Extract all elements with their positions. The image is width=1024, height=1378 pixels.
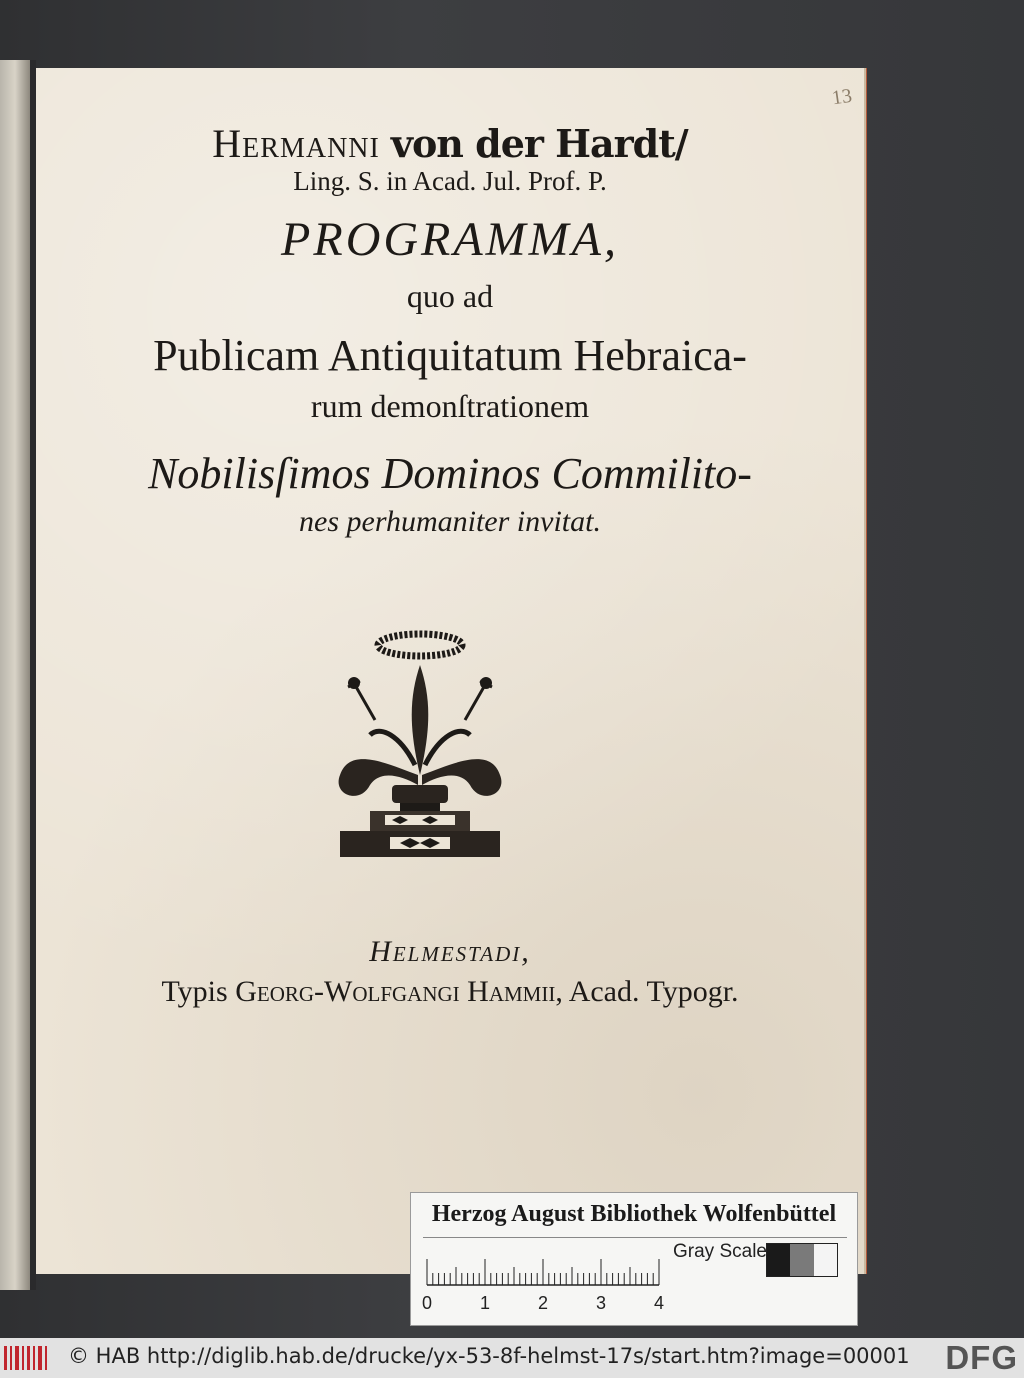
hab-logo-icon [4,1344,48,1372]
previous-page-edge [0,60,30,1290]
title-line-6: rum demonſtrationem [310,388,590,424]
title-line-8: nes perhumaniter invitat. [299,505,601,538]
gray-scale-swatches [766,1243,838,1277]
title-line-4: quo ad [406,278,494,314]
author-surname: von der Hardt/ [390,121,688,166]
viewer-footer-bar [0,1338,1024,1378]
source-url[interactable]: © HAB http://diglib.hab.de/drucke/yx-53-8f-helmst-17s/start.htm?image=00001 [68,1344,910,1368]
printers-device-woodcut-icon [330,625,510,870]
imprint-suffix: Acad. Typogr. [568,975,739,1008]
imprint-place: Helmestadi, [369,935,531,968]
imprint-printer-line [36,975,864,1009]
author-first-name: Hermanni [212,121,380,166]
target-divider [423,1237,847,1238]
color-target-card [410,1192,858,1326]
library-name: Herzog August Bibliothek Wolfenbüttel [431,1201,837,1227]
ruler-scale-icon [421,1245,667,1319]
author-line [36,120,864,167]
swatch-light [814,1244,837,1276]
title-line-5: Publicam Antiquitatum Hebraica- [153,331,747,380]
affiliation-line: Ling. S. in Acad. Jul. Prof. P. [293,166,607,196]
title-line-7: Nobilisſimos Dominos Commilito- [148,449,752,498]
imprint-printer: Georg-Wolfgangi Hammii, [235,975,563,1008]
imprint-prefix: Typis [161,975,228,1008]
dfg-logo: DFG [945,1339,1018,1376]
scale-number-2: 2 [537,1293,549,1313]
scale-number-4: 4 [653,1293,665,1313]
main-title: PROGRAMMA, [281,213,619,266]
scale-number-0: 0 [421,1293,433,1313]
scale-number-1: 1 [479,1293,491,1313]
scale-number-3: 3 [595,1293,607,1313]
swatch-dark [767,1244,790,1276]
swatch-mid [790,1244,813,1276]
gray-scale-label: Gray Scale [673,1241,767,1262]
folio-number: 13 [830,84,854,110]
